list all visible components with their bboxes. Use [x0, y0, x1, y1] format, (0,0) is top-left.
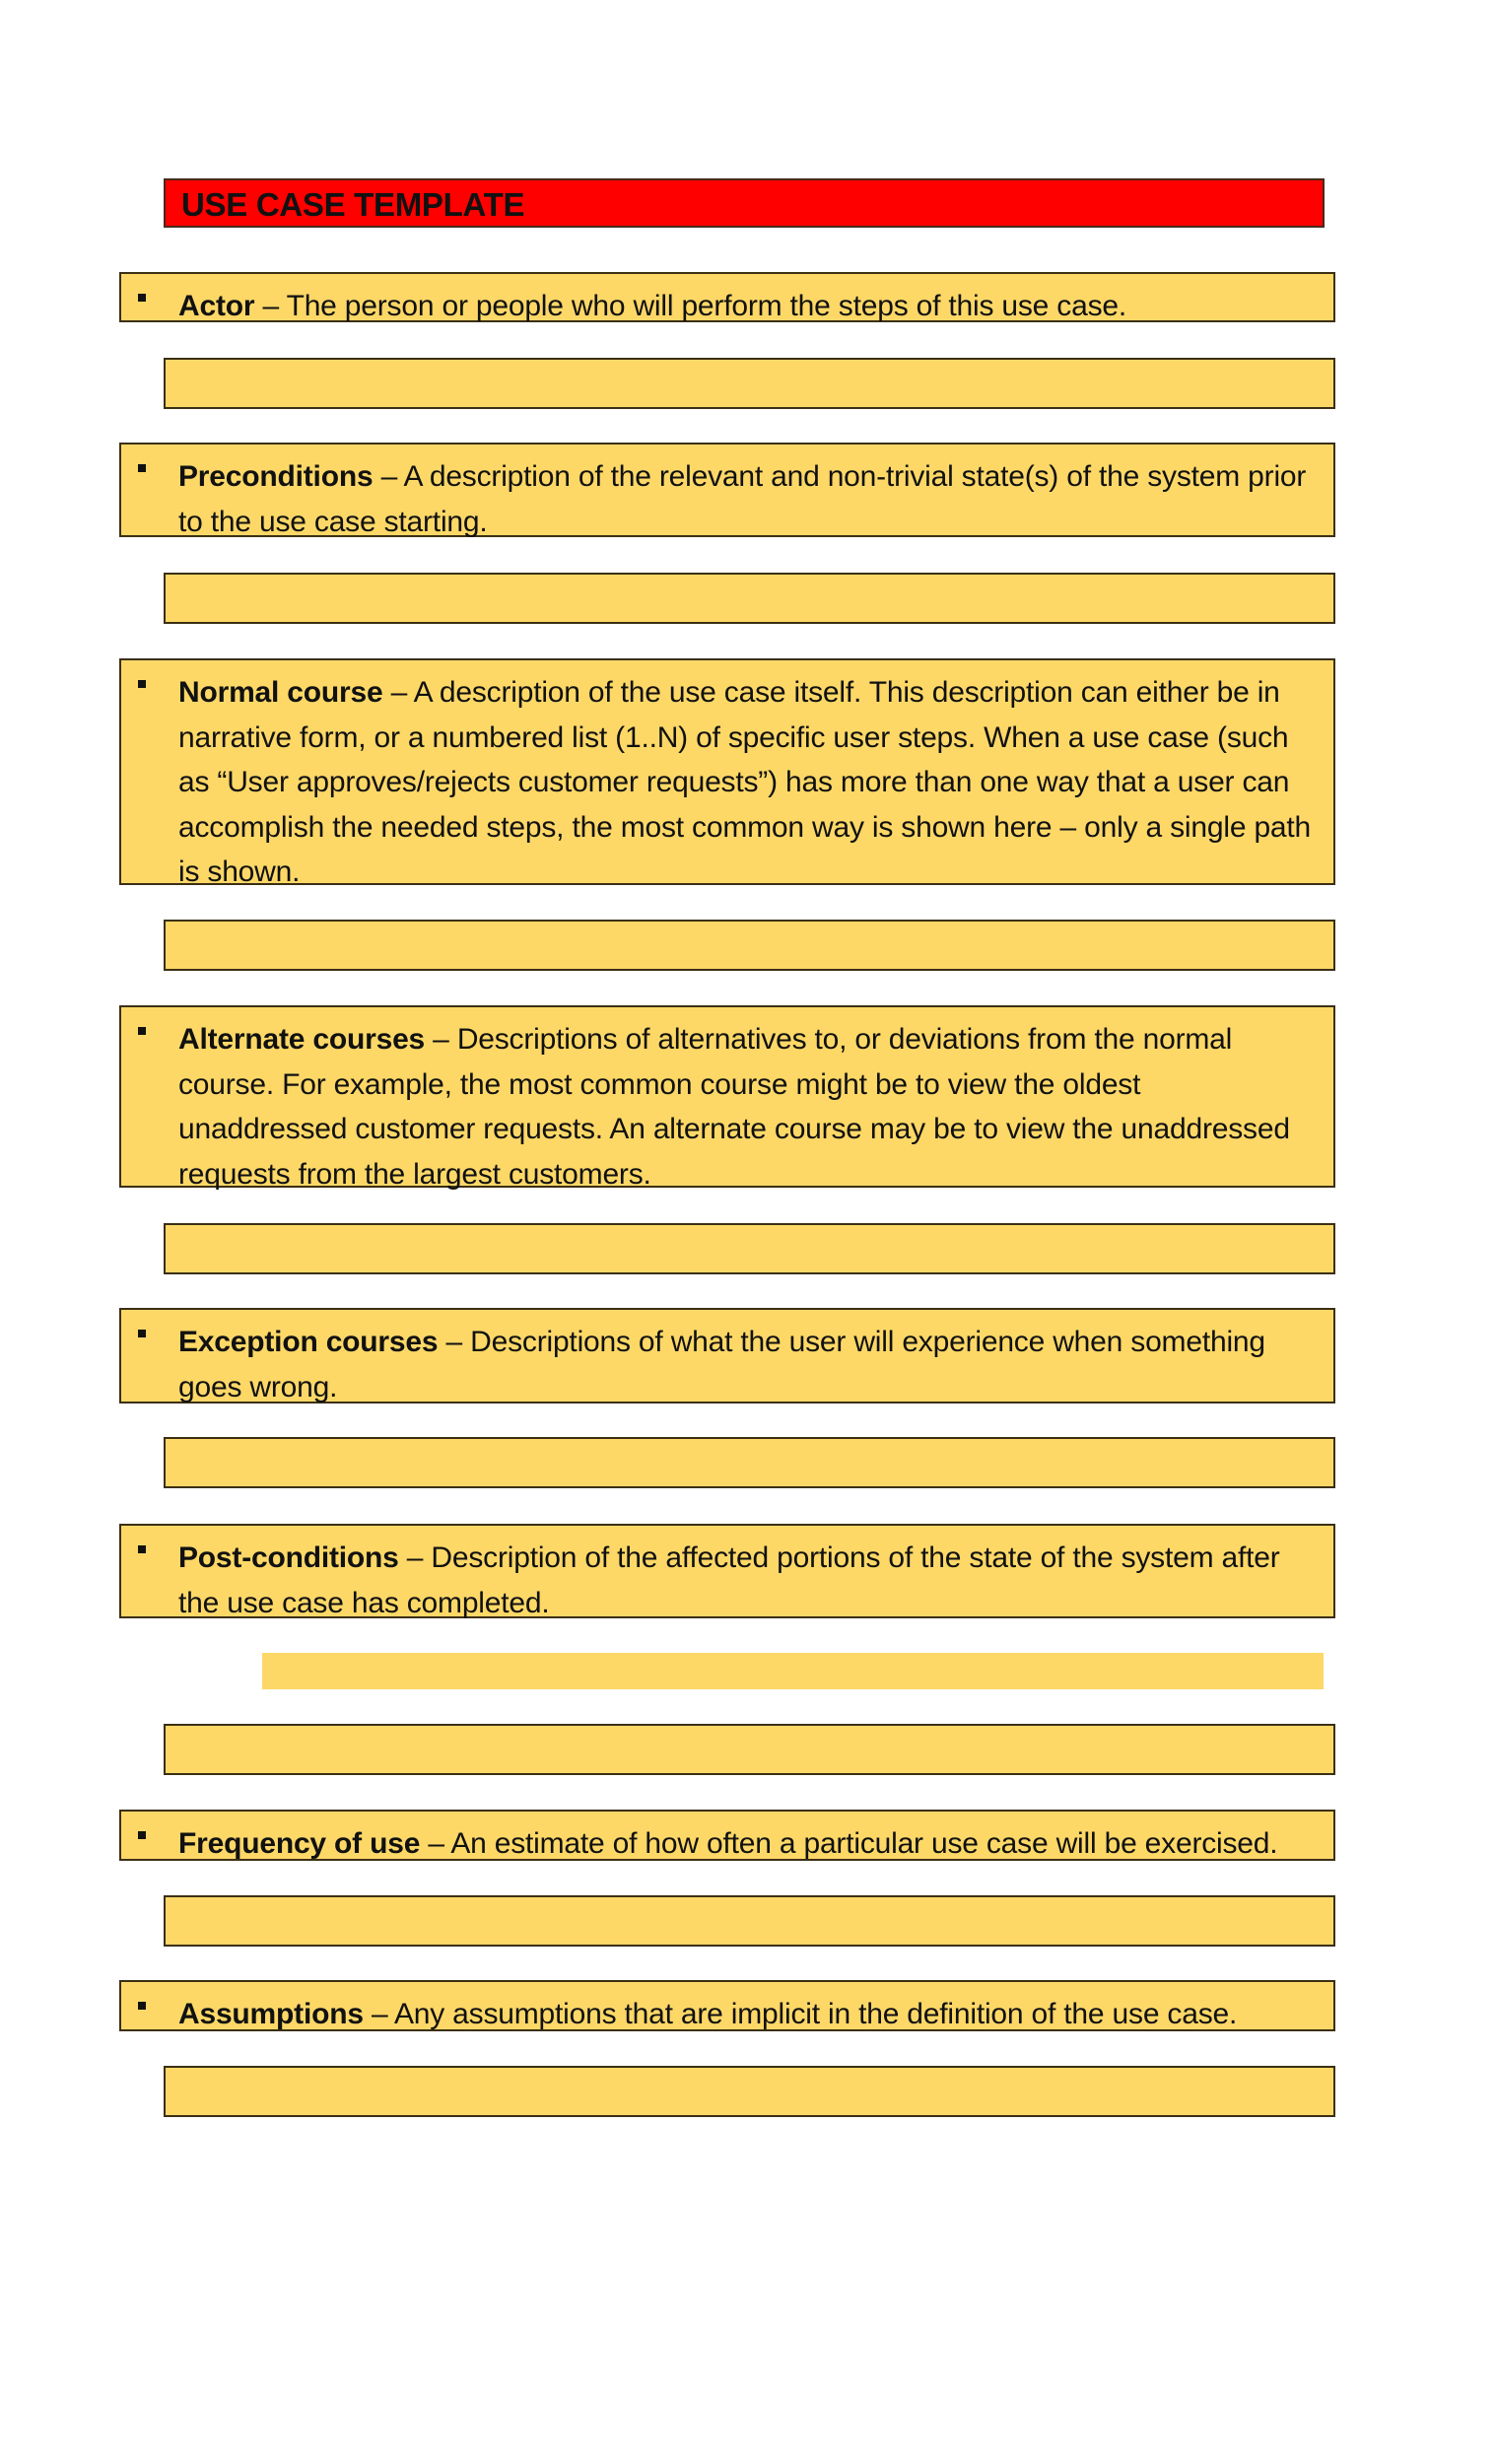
- square-bullet-icon: [138, 294, 146, 302]
- section-alternate-courses: [119, 1005, 1335, 1191]
- section-frequency-of-use: [119, 1810, 1335, 1861]
- section-exception-courses: [119, 1308, 1335, 1403]
- section-assumptions: [119, 1980, 1335, 2031]
- section-preconditions: [119, 443, 1335, 537]
- section-term: Assumptions: [178, 1998, 364, 2030]
- section-post-conditions: [119, 1524, 1335, 1618]
- answer-field-frequency-of-use[interactable]: [164, 1895, 1335, 1947]
- square-bullet-icon: [138, 464, 146, 472]
- answer-field-actor[interactable]: [164, 358, 1335, 409]
- section-term: Alternate courses: [178, 1023, 426, 1056]
- answer-field-normal-course[interactable]: [164, 920, 1335, 971]
- section-description: Preconditions – A description of the relevant and non-trivial state(s) of the system prior to the use case starting.: [178, 460, 1307, 538]
- square-bullet-icon: [138, 680, 146, 688]
- section-description: Exception courses – Descriptions of what the user will experience when something goes wrong.: [178, 1326, 1265, 1403]
- answer-field-exception-courses[interactable]: [164, 1437, 1335, 1488]
- section-term: Frequency of use: [178, 1827, 421, 1860]
- section-term: Exception courses: [178, 1326, 439, 1358]
- section-description: Alternate courses – Descriptions of alternatives to, or deviations from the normal course. For example, the most common course might be to view the oldest unaddressed customer requests. An alternate course may be to view the unaddressed requests from the largest customers.: [178, 1023, 1290, 1191]
- square-bullet-icon: [138, 1545, 146, 1553]
- section-description: Normal course – A description of the use case itself. This description can either be in narrative form, or a numbered list (1..N) of specific user steps. When a use case (such as “User approves/rejects customer requests”) has more than one way that a user can accomplish the needed steps, the most common way is shown here – only a single path is shown.: [178, 676, 1312, 888]
- section-description: Frequency of use – An estimate of how often a particular use case will be exercised.: [178, 1827, 1278, 1860]
- answer-field-preconditions[interactable]: [164, 573, 1335, 624]
- section-description: Actor – The person or people who will perform the steps of this use case.: [178, 290, 1127, 322]
- section-term: Preconditions: [178, 460, 374, 493]
- section-term: Normal course: [178, 676, 383, 709]
- square-bullet-icon: [138, 1330, 146, 1337]
- square-bullet-icon: [138, 2002, 146, 2010]
- section-term: Actor: [178, 290, 255, 322]
- section-term: Post-conditions: [178, 1541, 399, 1574]
- square-bullet-icon: [138, 1831, 146, 1839]
- answer-field-post-conditions[interactable]: [164, 1724, 1335, 1775]
- section-normal-course: [119, 658, 1335, 888]
- answer-field-alternate-courses[interactable]: [164, 1223, 1335, 1274]
- answer-field-post-conditions-extra[interactable]: [262, 1653, 1324, 1689]
- section-actor: [119, 272, 1335, 322]
- page-title: USE CASE TEMPLATE: [181, 186, 525, 223]
- section-description: Post-conditions – Description of the affected portions of the state of the system after the use case has completed.: [178, 1541, 1280, 1619]
- answer-field-assumptions[interactable]: [164, 2066, 1335, 2117]
- title-banner: [164, 178, 1325, 228]
- square-bullet-icon: [138, 1027, 146, 1035]
- section-description: Assumptions – Any assumptions that are implicit in the definition of the use case.: [178, 1998, 1238, 2030]
